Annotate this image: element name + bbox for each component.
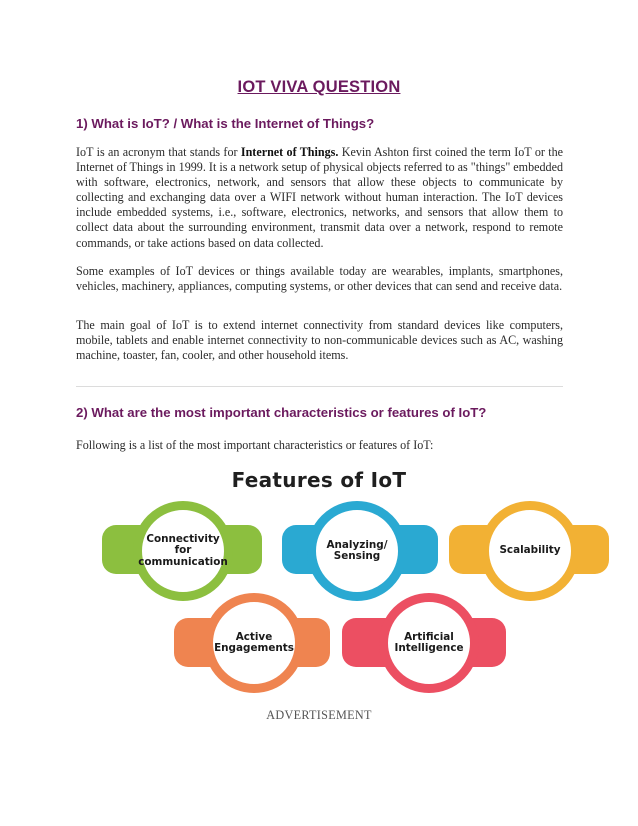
feature-artificial-intelligence xyxy=(379,593,479,693)
label-line: Active xyxy=(235,630,273,643)
label-line: for xyxy=(174,544,192,557)
advertisement-label: ADVERTISEMENT xyxy=(266,708,372,722)
feature-scalability-label: Scalability xyxy=(499,544,561,557)
label-line: Connectivity xyxy=(146,532,220,545)
label-line: Analyzing/ xyxy=(326,538,388,551)
question-2-intro: Following is a list of the most important characteristics or features of IoT: xyxy=(76,438,434,452)
question-1-paragraph-2: Some examples of IoT devices or things available today are wearables, implants, smartphones, vehicles, machinery, appliances, computing systems, or other devices that can send and receive data. xyxy=(76,264,563,294)
label-line: Engagements xyxy=(214,642,294,654)
feature-connectivity-label xyxy=(138,534,228,569)
feature-analyzing-sensing xyxy=(307,501,407,601)
feature-ai-label xyxy=(394,632,463,655)
feature-analyzing-label xyxy=(326,540,387,563)
question-1-paragraph-1 xyxy=(76,145,563,251)
paragraph-text: IoT is an acronym that stands for xyxy=(76,145,241,159)
figure-title: Features of IoT xyxy=(231,468,407,492)
bold-term: Internet of Things. xyxy=(240,145,339,159)
feature-active-label xyxy=(214,632,294,655)
section-divider xyxy=(76,386,563,387)
page-title: IOT VIVA QUESTION xyxy=(237,78,401,96)
label-line: communication xyxy=(138,555,228,568)
label-line: Intelligence xyxy=(394,642,464,654)
paragraph-text: Kevin Ashton first coined the term IoT or the Internet of Things in 1999. It is a network setup of physical objects referred to as "things" embedded with software, electronics, network, and sensors that allow these objects to communicate by collecting and exchanging data over a WIFI network without human interaction. The IoT devices include embedded systems, i.e., software, electronics, networks, and sensors that allow them to collect data about the surrounding environment, transmit data over a network, respond to remote commands, or take actions based on data collected. xyxy=(76,145,564,250)
feature-active-engagements xyxy=(204,593,304,693)
features-of-iot-figure xyxy=(98,462,561,698)
feature-connectivity xyxy=(133,501,233,601)
feature-scalability xyxy=(480,501,580,601)
label-line: Sensing xyxy=(333,550,381,562)
question-1-paragraph-3: The main goal of IoT is to extend internet connectivity from standard devices like computers, mobile, tablets and enable internet connectivity to non-communicable devices such as AC, washing machine, toaster, fan, cooler, and other household items. xyxy=(76,318,563,363)
label-line: Artificial xyxy=(404,630,454,643)
question-1-heading: 1) What is IoT? / What is the Internet of Things? xyxy=(76,116,375,131)
question-2-heading: 2) What are the most important characteristics or features of IoT? xyxy=(76,405,487,420)
